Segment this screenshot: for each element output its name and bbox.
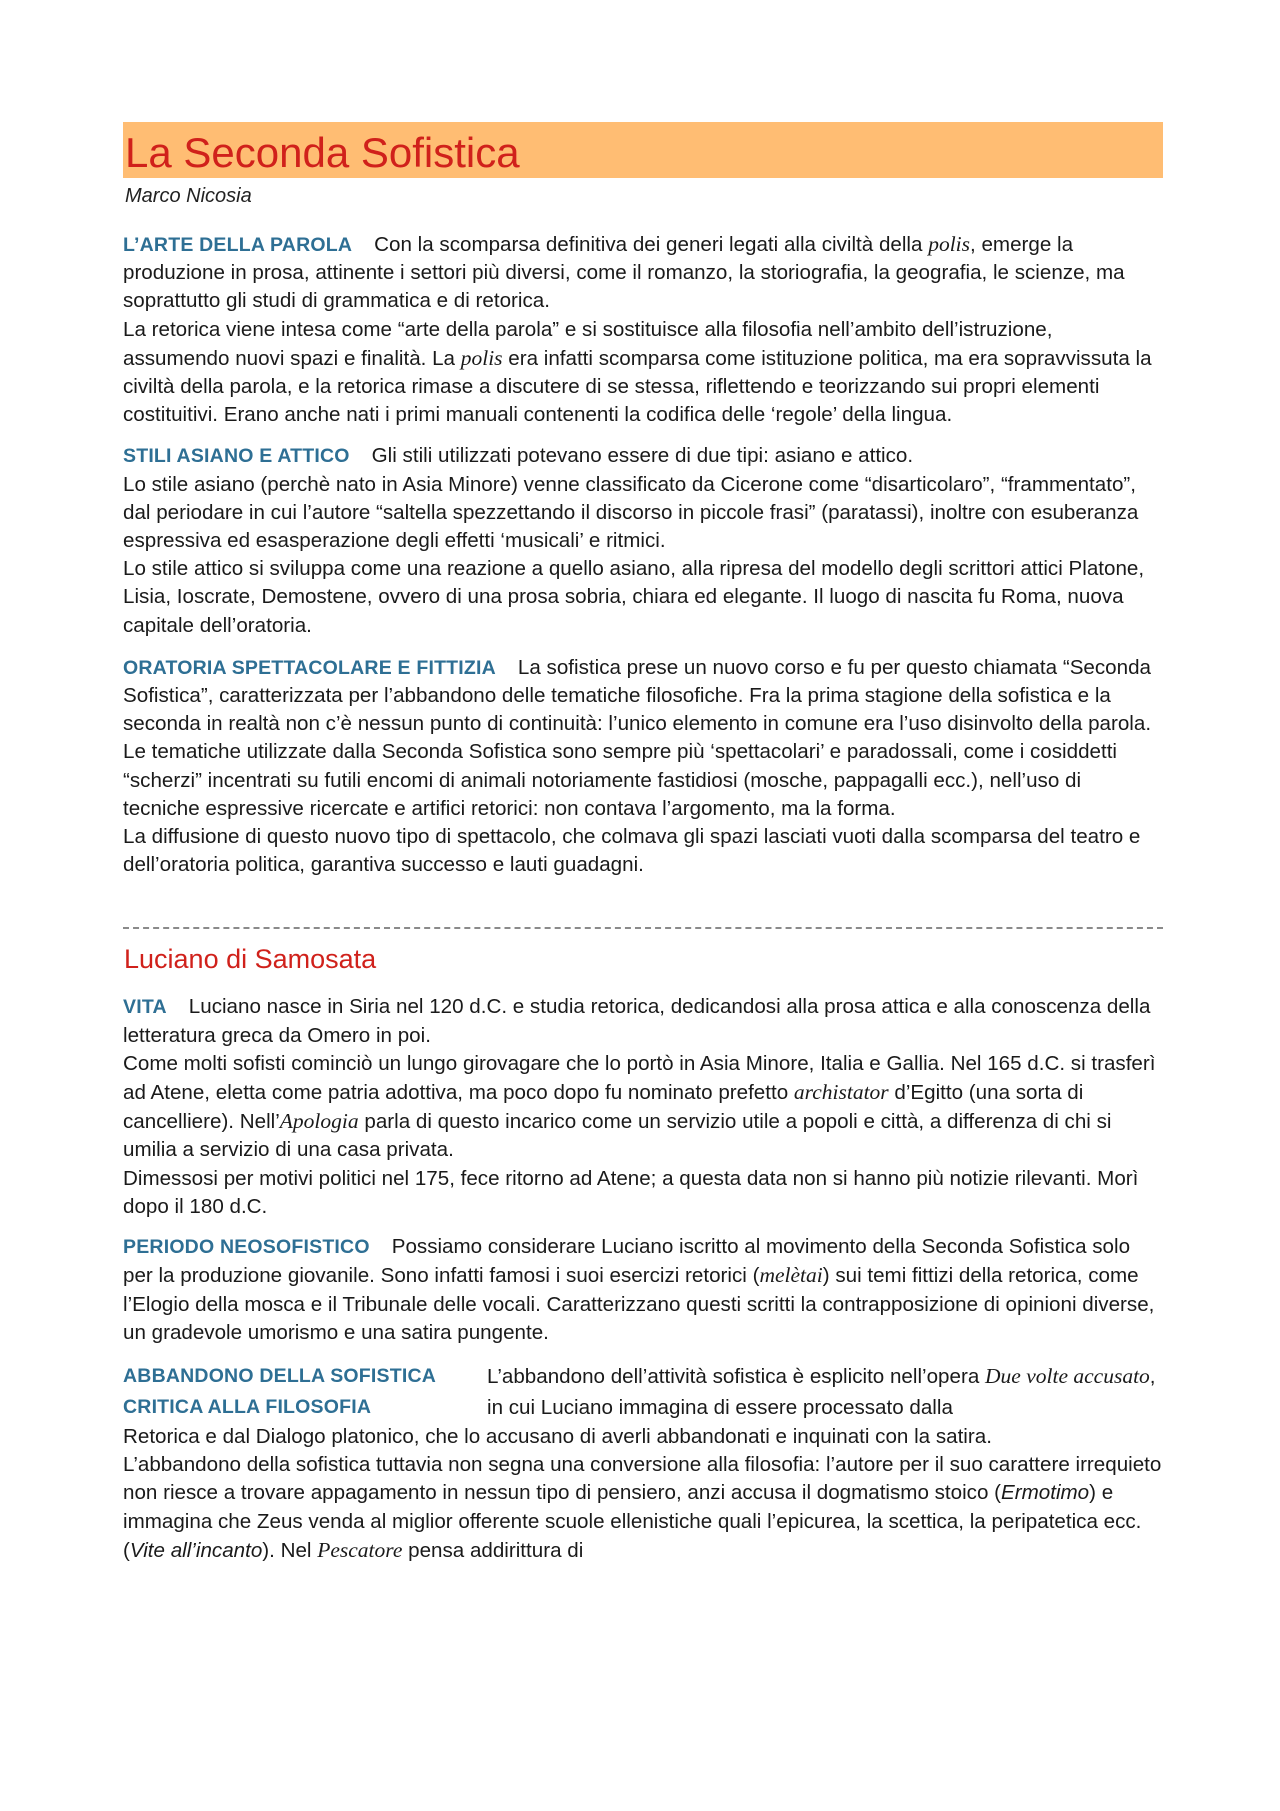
paragraph: Lo stile asiano (perchè nato in Asia Minore) venne classificato da Cicerone come “disarticolaro”, “frammentato”, dal periodare in cui l’autore “saltella spezzettando il discorso in piccole frasi” (paratassi), inoltre con esuberanza espressiva ed esasperazione degli effetti ‘musicali’ e ritmici. (123, 472, 1139, 553)
paragraph: La diffusione di questo nuovo tipo di spettacolo, che colmava gli spazi lasciati vuoti dalla scomparsa del teatro e dell’oratoria politica, garantiva successo e lauti guadagni. (123, 825, 1141, 877)
paragraph (123, 993, 1163, 1049)
paragraph (123, 1233, 1163, 1347)
text-run: , emerge la produzione in prosa, attinente i settori più diversi, come il romanzo, la storiografia, la geografia, le scienze, ma soprattutto gli studi di grammatica e di retorica. (123, 233, 1125, 313)
paragraph: Le tematiche utilizzate dalla Seconda Sofistica sono sempre più ‘spettacolari’ e paradossali, come i cosiddetti “scherzi” incentrati su futili encomi di animali notoriamente fastidiosi (mosche, pappagalli ecc.), nell’uso di tecniche espressive ricercate e artifici retorici: non contava l’argomento, ma la forma. (123, 740, 1117, 820)
italic-term: Due volte accusato (985, 1363, 1150, 1388)
double-heading-row (123, 1361, 1163, 1423)
section-heading: ABBANDONO DELLA SOFISTICA (123, 1364, 437, 1387)
section-heading: STILI ASIANO E ATTICO (123, 445, 350, 468)
text-run: era infatti scomparsa come istituzione politica, ma era sopravvissuta la civiltà della parola, e la retorica rimase a discutere di se stessa, riflettendo e teorizzando sui propri elementi costituitivi. Erano anche nati i primi manuali contenenti la codifica delle ‘regole’ della lingua. (123, 346, 1152, 427)
text-run: d’Egitto (una sorta di cancelliere). Nell’ (123, 1081, 1084, 1134)
paragraph (123, 442, 1163, 470)
paragraph (123, 1050, 1163, 1165)
paragraph: Lo stile attico si sviluppa come una reazione a quello asiano, alla ripresa del modello degli scrittori attici Platone, Lisia, Ioscrate, Demostene, ovvero di una prosa sobria, chiara ed elegante. Il luogo di nascita fu Roma, nuova capitale dell’oratoria. (123, 557, 1145, 637)
italic-term: Pescatore (317, 1537, 403, 1562)
dashed-divider (123, 927, 1163, 929)
text-run: parla di questo incarico come un servizio utile a popoli e città, a differenza di chi si umilia a servizio di una casa privata. (123, 1110, 1112, 1162)
section-heading: PERIODO NEOSOFISTICO (123, 1236, 370, 1259)
section-oratoria (123, 654, 1163, 880)
paragraph (123, 316, 1163, 430)
paragraph (123, 230, 1163, 316)
paragraph-start (487, 1361, 1163, 1423)
page-content (123, 122, 1163, 1565)
section-vita (123, 993, 1163, 1221)
paragraph: Retorica e dal Dialogo platonico, che lo accusano di averli abbandonati e inquinati con la satira. (123, 1424, 992, 1448)
text-run: ) sui temi fittizi della retorica, come l’Elogio della mosca e il Tribunale delle vocali. Caratterizzano questi scritti la contrapposizione di opinioni diverse, un gradevole umorismo e una satira pungente. (123, 1264, 1155, 1344)
text-run: , in cui Luciano immagina di essere processato dalla (487, 1364, 1156, 1419)
subtitle-luciano: Luciano di Samosata (124, 944, 377, 975)
section-heading: L’ARTE DELLA PAROLA (123, 234, 353, 256)
italic-term: Apologia (279, 1109, 359, 1134)
section-abbandono (123, 1361, 1163, 1565)
text-run: pensa addirittura di (402, 1538, 584, 1562)
text-run: Con la scomparsa definitiva dei generi legati alla civiltà della (374, 233, 929, 256)
section-stili (123, 442, 1163, 639)
text-run: Gli stili utilizzati potevano essere di due tipi: asiano e attico. (371, 444, 914, 468)
section-heading: CRITICA ALLA FILOSOFIA (123, 1395, 372, 1418)
italic-term: polis (460, 345, 503, 370)
italic-term: Vite all’incanto (129, 1538, 263, 1562)
heading-stack (123, 1361, 487, 1423)
section-heading: ORATORIA SPETTACOLARE E FITTIZIA (123, 656, 496, 679)
text-run: La retorica viene intesa come “arte della parola” e si sostituisce alla filosofia nell’ambito dell’istruzione, assumendo nuovi spazi e finalità. La (123, 317, 1053, 370)
page-title: La Seconda Sofistica (125, 129, 520, 176)
text-run: L’abbandono dell’attività sofistica è esplicito nell’opera (487, 1364, 986, 1388)
section-arte-della-parola (123, 230, 1163, 429)
italic-term: melètai (759, 1263, 823, 1288)
text-run: L’abbandono della sofistica tuttavia non segna una conversione alla filosofia: l’autore per il suo carattere irrequieto non riesce a trovare appagamento in nessun tipo di pensiero, anzi accusa il dogmatismo stoico ( (123, 1453, 1162, 1505)
text-run: Possiamo considerare Luciano iscritto al movimento della Seconda Sofistica solo per la produzione giovanile. Sono infatti famosi i suoi esercizi retorici ( (123, 1235, 1131, 1288)
text-run: La sofistica prese un nuovo corso e fu per questo chiamata “Seconda Sofistica”, caratterizzata per l’abbandono delle tematiche filosofiche. Fra la prima stagione della sofistica e la seconda in realtà non c’è nessun punto di continuità: l’unico elemento in comune era l’uso disinvolto della parola. (123, 655, 1152, 736)
italic-term: Ermotimo (1001, 1481, 1090, 1505)
title-banner (123, 122, 1163, 178)
section-periodo (123, 1233, 1163, 1347)
paragraph: Dimessosi per motivi politici nel 175, fece ritorno ad Atene; a questa data non si hanno più notizie rilevanti. Morì dopo il 180 d.C. (123, 1166, 1139, 1218)
text-run: ) e immagina che Zeus venda al miglior offerente scuole ellenistiche quali l’epicurea, la scettica, la peripatetica ecc. ( (123, 1481, 1142, 1562)
text-run: ). Nel (262, 1538, 318, 1562)
italic-term: archistator (793, 1080, 889, 1105)
paragraph (123, 654, 1163, 739)
text-run: Luciano nasce in Siria nel 120 d.C. e studia retorica, dedicandosi alla prosa attica e alla conoscenza della letteratura greca da Omero in poi. (123, 995, 1151, 1047)
section-heading: VITA (123, 996, 167, 1019)
author-name: Marco Nicosia (125, 185, 252, 207)
italic-term: polis (928, 232, 971, 256)
text-run: Come molti sofisti cominciò un lungo girovagare che lo portò in Asia Minore, Italia e Gallia. Nel 165 d.C. si trasferì ad Atene, eletta come patria adottiva, ma poco dopo fu nominato prefetto (123, 1051, 1156, 1105)
paragraph (123, 1451, 1163, 1565)
